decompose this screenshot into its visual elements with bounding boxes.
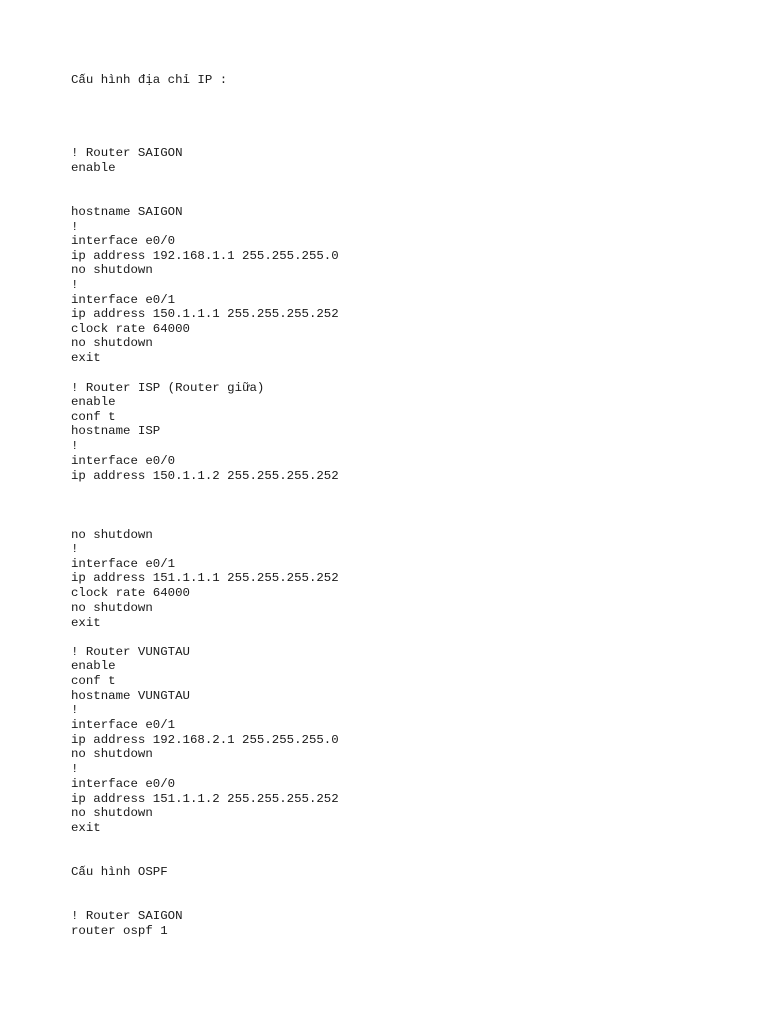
code-line: enable xyxy=(71,659,116,673)
code-line: ! Router SAIGON xyxy=(71,146,183,160)
code-line: ip address 151.1.1.1 255.255.255.252 xyxy=(71,571,339,585)
code-line: ! xyxy=(71,220,79,234)
code-line: no shutdown xyxy=(71,528,153,542)
code-line: clock rate 64000 xyxy=(71,586,190,600)
code-line: exit xyxy=(71,821,101,835)
code-line: ! xyxy=(71,542,79,556)
code-line: interface e0/0 xyxy=(71,777,176,791)
code-line: conf t xyxy=(71,410,116,424)
heading-ip-config: Cấu hình địa chỉ IP : xyxy=(71,73,228,87)
code-line: ! xyxy=(71,278,79,292)
code-line: router ospf 1 xyxy=(71,924,168,938)
code-line: hostname SAIGON xyxy=(71,205,183,219)
code-line: exit xyxy=(71,616,101,630)
code-line: ! xyxy=(71,439,79,453)
code-line: ! xyxy=(71,762,79,776)
code-line: exit xyxy=(71,351,101,365)
code-line: ip address 151.1.1.2 255.255.255.252 xyxy=(71,792,339,806)
code-line: clock rate 64000 xyxy=(71,322,190,336)
code-line: enable xyxy=(71,161,116,175)
code-line: conf t xyxy=(71,674,116,688)
code-line: enable xyxy=(71,395,116,409)
code-line: hostname ISP xyxy=(71,424,161,438)
code-line: ! Router SAIGON xyxy=(71,909,183,923)
code-line: ip address 192.168.1.1 255.255.255.0 xyxy=(71,249,339,263)
code-line: interface e0/0 xyxy=(71,454,176,468)
code-line: no shutdown xyxy=(71,806,153,820)
code-line: hostname VUNGTAU xyxy=(71,689,190,703)
code-line: interface e0/0 xyxy=(71,234,176,248)
code-line: interface e0/1 xyxy=(71,293,176,307)
code-line: ip address 192.168.2.1 255.255.255.0 xyxy=(71,733,339,747)
code-line: no shutdown xyxy=(71,747,153,761)
code-line: interface e0/1 xyxy=(71,557,176,571)
code-line: ! Router ISP (Router giữa) xyxy=(71,381,265,395)
code-line: interface e0/1 xyxy=(71,718,176,732)
code-line: no shutdown xyxy=(71,336,153,350)
code-line: ! Router VUNGTAU xyxy=(71,645,190,659)
code-line: ip address 150.1.1.2 255.255.255.252 xyxy=(71,469,339,483)
code-line: ! xyxy=(71,703,79,717)
heading-ospf-config: Cấu hình OSPF xyxy=(71,865,168,879)
code-line: no shutdown xyxy=(71,601,153,615)
code-line: no shutdown xyxy=(71,263,153,277)
code-line: ip address 150.1.1.1 255.255.255.252 xyxy=(71,307,339,321)
